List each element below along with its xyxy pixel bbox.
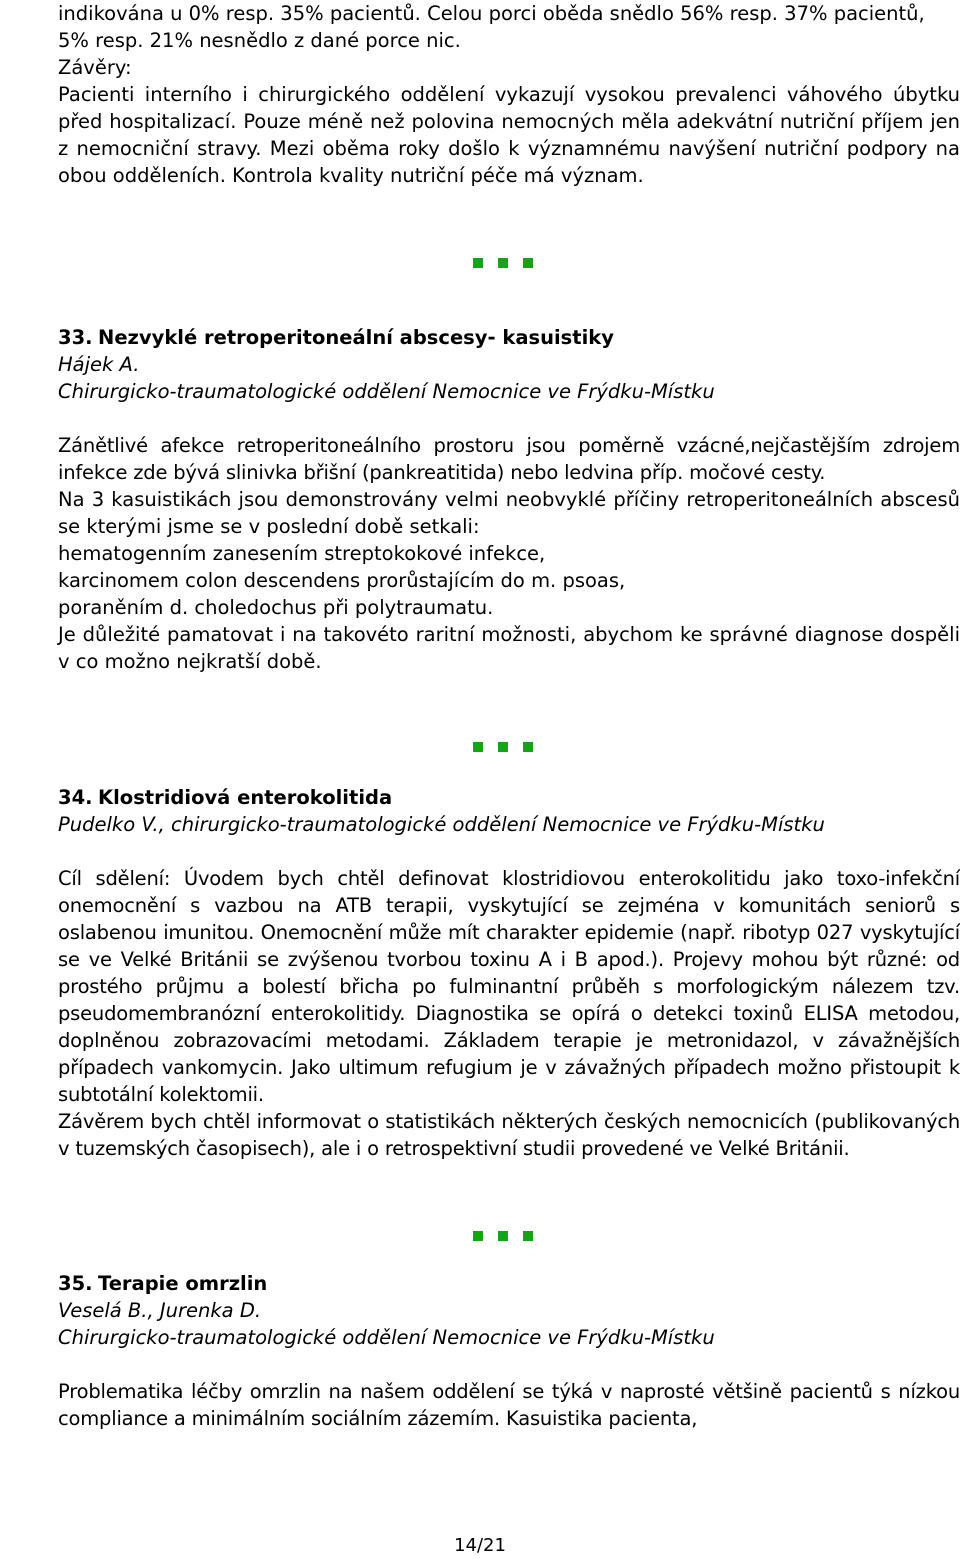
abstract-paragraph: Na 3 kasuistikách jsou demonstrovány velmi neobvyklé příčiny retroperitoneálních abscesů se kterými jsme se v poslední době setkali: [58,488,960,538]
abstract-paragraph: poraněním d. choledochus při polytraumatu. [58,596,494,619]
abstract-affiliation: Chirurgicko-traumatologické oddělení Nemocnice ve Frýdku-Místku [58,380,715,403]
abstract-paragraph: Zánětlivé afekce retroperitoneálního prostoru jsou poměrně vzácné,nejčastějším zdrojem infekce zde bývá slinivka břišní (pankreatitida) nebo ledvina příp. močové cesty. [58,434,960,484]
separator-squares [473,258,543,268]
intro-line: indikována u 0% resp. 35% pacientů. Celou porci oběda snědlo 56% resp. 37% pacientů, [58,2,925,25]
spacer [58,838,960,865]
spacer [58,1351,960,1378]
spacer [58,405,960,432]
abstract-number: 33. [58,326,93,349]
abstract-paragraph: Cíl sdělení: Úvodem bych chtěl definovat klostridiovou enterokolitidu jako toxo-infekční onemocnění s vazbou na ATB terapii, vyskytující se zejména v komunitách seniorů s oslabenou imunitou. Onemocnění může mít charakter epidemie (např. ribotyp 027 vyskytující se ve Velké Británii se zvýšenou tvorbou toxinu A i B apod.). Projevy mohou být různé: od prostého průjmu a bolestí břicha po fulminantní průběh s morfologickým nálezem tzv. pseudomembranózní enterokolitidy. Diagnostika se opírá o detekci toxinů ELISA metodou, doplněnou zobrazovacími metodami. Základem terapie je metronidazol, v závažnějších případech vankomycin. Jako ultimum refugium je v závažných případech možno přistoupit k subtotální kolektomii. [58,867,960,1106]
abstract-author: Pudelko V. [58,813,159,836]
separator-squares [473,742,543,752]
abstract-author: Hájek A. [58,353,140,376]
abstract-title: Terapie omrzlin [98,1272,268,1295]
abstract-33 [58,324,960,675]
abstract-paragraph: hematogenním zanesením streptokokové infekce, [58,542,546,565]
intro-line: 5% resp. 21% nesnědlo z dané porce nic. [58,29,461,52]
abstract-byline [58,811,960,838]
abstract-35 [58,1270,960,1432]
abstract-heading [58,324,960,351]
abstract-heading [58,784,960,811]
abstract-paragraph: karcinomem colon descendens prorůstajícím do m. psoas, [58,569,626,592]
conclusion-label: Závěry: [58,56,132,79]
abstract-number: 35. [58,1272,93,1295]
abstract-author: Veselá B., Jurenka D. [58,1299,262,1322]
abstract-number: 34. [58,786,93,809]
abstract-34 [58,784,960,1162]
abstract-title: Klostridiová enterokolitida [98,786,393,809]
abstract-title: Nezvyklé retroperitoneální abscesy- kasuistiky [98,326,614,349]
abstract-heading [58,1270,960,1297]
page-number: 14/21 [454,1535,506,1556]
separator-squares [473,1231,543,1241]
abstract-paragraph: Problematika léčby omrzlin na našem oddělení se týká v naprosté většině pacientů s nízkou compliance a minimálním sociálním zázemím. Kasuistika pacienta, [58,1380,960,1430]
conclusion-text: Pacienti interního i chirurgického oddělení vykazují vysokou prevalenci váhového úbytku před hospitalizací. Pouze méně než polovina nemocných měla adekvátní nutriční příjem jen z nemocniční stravy. Mezi oběma roky došlo k významnému navýšení nutriční podpory na obou odděleních. Kontrola kvality nutriční péče má význam. [58,83,960,187]
abstract-affiliation: , chirurgicko-traumatologické oddělení Nemocnice ve Frýdku-Místku [158,813,825,836]
abstract-paragraph: Závěrem bych chtěl informovat o statistikách některých českých nemocnicích (publikovaných v tuzemských časopisech), ale i o retrospektivní studii provedené ve Velké Británii. [58,1110,960,1160]
abstract-paragraph: Je důležité pamatovat i na takovéto raritní možnosti, abychom ke správné diagnose dospěli v co možno nejkratší době. [58,623,960,673]
intro-results [58,0,960,189]
abstract-affiliation: Chirurgicko-traumatologické oddělení Nemocnice ve Frýdku-Místku [58,1326,715,1349]
